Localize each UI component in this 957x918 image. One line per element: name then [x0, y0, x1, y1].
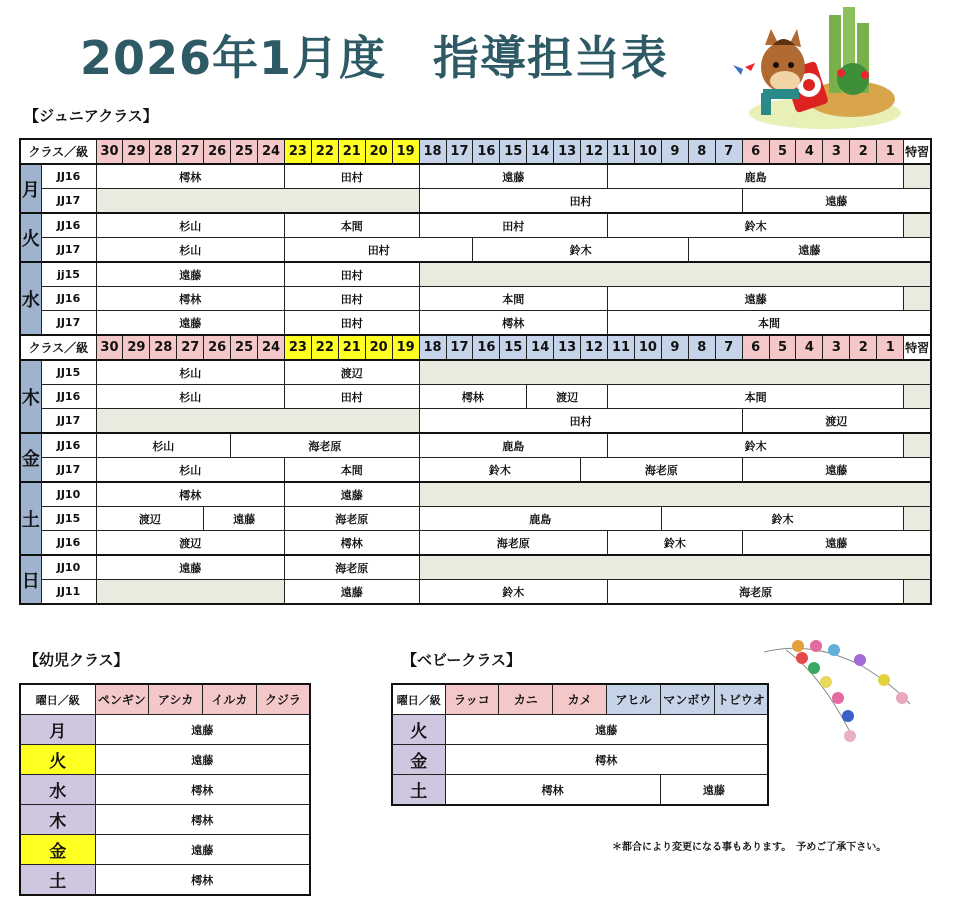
grade-header-cell: 19	[392, 335, 419, 360]
weekday-cell: 水	[20, 262, 41, 335]
instructor-cell: 遠藤	[284, 482, 419, 507]
empty-cell	[419, 262, 931, 287]
instructor-cell: 遠藤	[95, 835, 310, 865]
schedule-row	[20, 555, 931, 580]
grade-header-cell: 13	[554, 335, 581, 360]
class-name-cell: JJ17	[41, 409, 96, 434]
grade-header-cell: 12	[581, 139, 608, 164]
instructor-cell: 鈴木	[608, 213, 904, 238]
infant-class-header: ペンギン	[95, 684, 149, 715]
instructor-cell: 樗林	[95, 775, 310, 805]
instructor-cell: 鈴木	[661, 507, 903, 531]
instructor-cell: 本間	[284, 213, 419, 238]
grade-header-cell: 6	[742, 139, 769, 164]
instructor-cell: 渡辺	[96, 507, 204, 531]
grade-header-cell: 2	[850, 139, 877, 164]
instructor-cell: 樗林	[95, 865, 310, 896]
baby-class-header: カメ	[553, 684, 607, 715]
grade-header-cell: 14	[527, 139, 554, 164]
junior-schedule-table	[19, 138, 932, 605]
grade-header-cell: 2	[850, 335, 877, 360]
schedule-row	[20, 385, 931, 409]
grade-header-cell: 5	[769, 335, 796, 360]
grade-header-cell: 17	[446, 335, 473, 360]
weekday-cell: 金	[392, 745, 445, 775]
grade-header-cell: 15	[500, 139, 527, 164]
class-name-cell: JJ16	[41, 287, 96, 311]
baby-row	[392, 745, 768, 775]
grade-header-cell: 25	[231, 139, 258, 164]
instructor-cell: 杉山	[96, 458, 284, 483]
instructor-cell: 海老原	[419, 531, 607, 556]
instructor-cell: 鈴木	[608, 531, 743, 556]
grade-header-cell: 24	[258, 139, 285, 164]
infant-row	[20, 865, 310, 896]
grade-header-cell: 15	[500, 335, 527, 360]
infant-class-header: クジラ	[256, 684, 310, 715]
grade-header-cell: 19	[392, 139, 419, 164]
instructor-cell: 杉山	[96, 433, 231, 458]
class-name-cell: JJ15	[41, 360, 96, 385]
instructor-cell: 遠藤	[96, 555, 284, 580]
schedule-row	[20, 311, 931, 336]
baby-class-header: カニ	[499, 684, 553, 715]
baby-row	[392, 775, 768, 806]
weekday-cell: 土	[20, 482, 41, 555]
instructor-cell: 鹿島	[419, 507, 661, 531]
instructor-cell: 杉山	[96, 213, 284, 238]
instructor-cell: 海老原	[231, 433, 419, 458]
instructor-cell: 田村	[419, 189, 742, 214]
instructor-cell: 杉山	[96, 385, 284, 409]
schedule-row	[20, 458, 931, 483]
grade-header-cell: 13	[554, 139, 581, 164]
weekday-cell: 土	[392, 775, 445, 806]
schedule-row	[20, 433, 931, 458]
instructor-cell: 海老原	[284, 507, 419, 531]
infant-row	[20, 835, 310, 865]
schedule-row	[20, 238, 931, 263]
empty-cell	[904, 213, 931, 238]
class-name-cell: JJ17	[41, 311, 96, 336]
class-name-cell: JJ16	[41, 213, 96, 238]
grade-header-cell: 特習	[904, 335, 931, 360]
class-name-cell: JJ16	[41, 433, 96, 458]
instructor-cell: 遠藤	[688, 238, 931, 263]
schedule-row	[20, 482, 931, 507]
grade-header-cell: 29	[123, 139, 150, 164]
grade-header-cell: 5	[769, 139, 796, 164]
instructor-cell: 海老原	[284, 555, 419, 580]
instructor-cell: 本間	[419, 287, 607, 311]
instructor-cell: 杉山	[96, 238, 284, 263]
grade-header-cell: 21	[338, 335, 365, 360]
empty-cell	[904, 385, 931, 409]
day-grade-header: 曜日／級	[392, 684, 445, 715]
schedule-row	[20, 287, 931, 311]
instructor-cell: 田村	[284, 385, 419, 409]
schedule-row	[20, 213, 931, 238]
grade-header-cell: 11	[608, 335, 635, 360]
instructor-cell: 鹿島	[419, 433, 607, 458]
empty-cell	[419, 482, 931, 507]
class-name-cell: JJ17	[41, 189, 96, 214]
grade-header-cell: 特習	[904, 139, 931, 164]
weekday-cell: 火	[20, 745, 95, 775]
weekday-cell: 火	[392, 715, 445, 745]
infant-section-label: 【幼児クラス】	[24, 651, 129, 669]
instructor-cell: 遠藤	[742, 531, 931, 556]
grade-header-cell: 24	[258, 335, 285, 360]
grade-header-cell: 7	[715, 335, 742, 360]
grade-header-cell: 7	[715, 139, 742, 164]
empty-cell	[419, 360, 931, 385]
class-name-cell: JJ11	[41, 580, 96, 605]
instructor-cell: 鈴木	[419, 580, 607, 605]
grade-header-cell: 10	[634, 335, 661, 360]
grade-header-cell: 4	[796, 335, 823, 360]
instructor-cell: 樗林	[96, 482, 284, 507]
grade-header-cell: 30	[96, 335, 123, 360]
class-name-cell: jj15	[41, 262, 96, 287]
weekday-cell: 日	[20, 555, 41, 604]
grade-header-row	[20, 335, 931, 360]
baby-row	[392, 715, 768, 745]
baby-section-label: 【ベビークラス】	[402, 651, 521, 669]
infant-class-header: アシカ	[149, 684, 203, 715]
instructor-cell: 渡辺	[742, 409, 931, 434]
baby-header-row	[392, 684, 768, 715]
empty-cell	[96, 409, 419, 434]
instructor-cell: 遠藤	[95, 715, 310, 745]
junior-section-label: 【ジュニアクラス】	[24, 107, 158, 125]
infant-schedule-table	[19, 683, 311, 896]
empty-cell	[904, 580, 931, 605]
weekday-cell: 金	[20, 835, 95, 865]
grade-header-row	[20, 139, 931, 164]
instructor-cell: 遠藤	[96, 262, 284, 287]
grade-header-cell: 26	[204, 139, 231, 164]
day-grade-header: 曜日／級	[20, 684, 95, 715]
instructor-cell: 田村	[284, 287, 419, 311]
instructor-cell: 海老原	[581, 458, 743, 483]
schedule-row	[20, 507, 931, 531]
grade-header-cell: 27	[177, 139, 204, 164]
instructor-cell: 遠藤	[96, 311, 284, 336]
weekday-cell: 木	[20, 360, 41, 433]
class-grade-header: クラス／級	[20, 335, 96, 360]
infant-row	[20, 715, 310, 745]
grade-header-cell: 23	[284, 335, 311, 360]
temari-garland-illustration	[762, 636, 917, 756]
grade-header-cell: 11	[608, 139, 635, 164]
grade-header-cell: 1	[877, 335, 904, 360]
infant-row	[20, 745, 310, 775]
weekday-cell: 月	[20, 164, 41, 213]
infant-row	[20, 775, 310, 805]
instructor-cell: 鈴木	[608, 433, 904, 458]
grade-header-cell: 18	[419, 335, 446, 360]
grade-header-cell: 20	[365, 335, 392, 360]
infant-class-header: イルカ	[203, 684, 257, 715]
baby-class-header: マンボウ	[660, 684, 714, 715]
class-name-cell: JJ10	[41, 482, 96, 507]
class-name-cell: JJ16	[41, 164, 96, 189]
instructor-cell: 田村	[284, 238, 472, 263]
grade-header-cell: 16	[473, 335, 500, 360]
empty-cell	[96, 580, 284, 605]
instructor-cell: 田村	[284, 262, 419, 287]
grade-header-cell: 3	[823, 335, 850, 360]
grade-header-cell: 20	[365, 139, 392, 164]
class-grade-header: クラス／級	[20, 139, 96, 164]
weekday-cell: 土	[20, 865, 95, 896]
instructor-cell: 渡辺	[96, 531, 284, 556]
schedule-row	[20, 189, 931, 214]
grade-header-cell: 28	[150, 139, 177, 164]
instructor-cell: 渡辺	[284, 360, 419, 385]
class-name-cell: JJ17	[41, 458, 96, 483]
class-name-cell: JJ17	[41, 238, 96, 263]
schedule-row	[20, 580, 931, 605]
instructor-cell: 遠藤	[742, 189, 931, 214]
grade-header-cell: 1	[877, 139, 904, 164]
instructor-cell: 鈴木	[473, 238, 688, 263]
grade-header-cell: 27	[177, 335, 204, 360]
grade-header-cell: 10	[634, 139, 661, 164]
class-name-cell: JJ10	[41, 555, 96, 580]
new-year-horse-illustration	[733, 5, 908, 133]
page-title: 2026年1月度 指導担当表	[80, 31, 669, 85]
baby-class-header: ラッコ	[445, 684, 499, 715]
grade-header-cell: 3	[823, 139, 850, 164]
instructor-cell: 本間	[608, 385, 904, 409]
empty-cell	[904, 164, 931, 189]
schedule-row	[20, 409, 931, 434]
instructor-cell: 樗林	[445, 775, 660, 806]
grade-header-cell: 8	[688, 335, 715, 360]
grade-header-cell: 28	[150, 335, 177, 360]
instructor-cell: 遠藤	[95, 745, 310, 775]
grade-header-cell: 29	[123, 335, 150, 360]
weekday-cell: 金	[20, 433, 41, 482]
grade-header-cell: 25	[231, 335, 258, 360]
instructor-cell: 鈴木	[419, 458, 581, 483]
grade-header-cell: 9	[661, 139, 688, 164]
class-name-cell: JJ15	[41, 507, 96, 531]
infant-header-row	[20, 684, 310, 715]
instructor-cell: 本間	[608, 311, 931, 336]
instructor-cell: 遠藤	[742, 458, 931, 483]
empty-cell	[904, 433, 931, 458]
schedule-row	[20, 360, 931, 385]
instructor-cell: 遠藤	[204, 507, 285, 531]
grade-header-cell: 18	[419, 139, 446, 164]
instructor-cell: 樗林	[96, 287, 284, 311]
schedule-change-note: ＊都合により変更になる事もあります。 予めご了承下さい。	[612, 842, 887, 853]
grade-header-cell: 4	[796, 139, 823, 164]
instructor-cell: 樗林	[419, 311, 607, 336]
baby-class-header: アヒル	[606, 684, 660, 715]
grade-header-cell: 22	[311, 139, 338, 164]
baby-class-header: トビウオ	[714, 684, 768, 715]
baby-schedule-table	[391, 683, 769, 806]
grade-header-cell: 16	[473, 139, 500, 164]
empty-cell	[904, 287, 931, 311]
grade-header-cell: 23	[284, 139, 311, 164]
instructor-cell: 樗林	[96, 164, 284, 189]
weekday-cell: 月	[20, 715, 95, 745]
schedule-row	[20, 262, 931, 287]
instructor-cell: 鹿島	[608, 164, 904, 189]
infant-row	[20, 805, 310, 835]
grade-header-cell: 12	[581, 335, 608, 360]
instructor-cell: 田村	[419, 409, 742, 434]
instructor-cell: 遠藤	[284, 580, 419, 605]
instructor-cell: 遠藤	[660, 775, 768, 806]
instructor-cell: 樗林	[445, 745, 768, 775]
instructor-cell: 杉山	[96, 360, 284, 385]
instructor-cell: 田村	[284, 311, 419, 336]
instructor-cell: 田村	[419, 213, 607, 238]
instructor-cell: 海老原	[608, 580, 904, 605]
grade-header-cell: 22	[311, 335, 338, 360]
grade-header-cell: 9	[661, 335, 688, 360]
empty-cell	[96, 189, 419, 214]
grade-header-cell: 6	[742, 335, 769, 360]
instructor-cell: 遠藤	[608, 287, 904, 311]
instructor-cell: 遠藤	[419, 164, 607, 189]
weekday-cell: 水	[20, 775, 95, 805]
schedule-row	[20, 531, 931, 556]
grade-header-cell: 30	[96, 139, 123, 164]
schedule-row	[20, 164, 931, 189]
instructor-cell: 渡辺	[527, 385, 608, 409]
grade-header-cell: 17	[446, 139, 473, 164]
empty-cell	[419, 555, 931, 580]
instructor-cell: 樗林	[419, 385, 527, 409]
empty-cell	[904, 507, 931, 531]
grade-header-cell: 26	[204, 335, 231, 360]
weekday-cell: 木	[20, 805, 95, 835]
grade-header-cell: 14	[527, 335, 554, 360]
instructor-cell: 樗林	[95, 805, 310, 835]
instructor-cell: 本間	[284, 458, 419, 483]
instructor-cell: 樗林	[284, 531, 419, 556]
instructor-cell: 遠藤	[445, 715, 768, 745]
instructor-cell: 田村	[284, 164, 419, 189]
grade-header-cell: 8	[688, 139, 715, 164]
weekday-cell: 火	[20, 213, 41, 262]
grade-header-cell: 21	[338, 139, 365, 164]
class-name-cell: JJ16	[41, 385, 96, 409]
class-name-cell: JJ16	[41, 531, 96, 556]
